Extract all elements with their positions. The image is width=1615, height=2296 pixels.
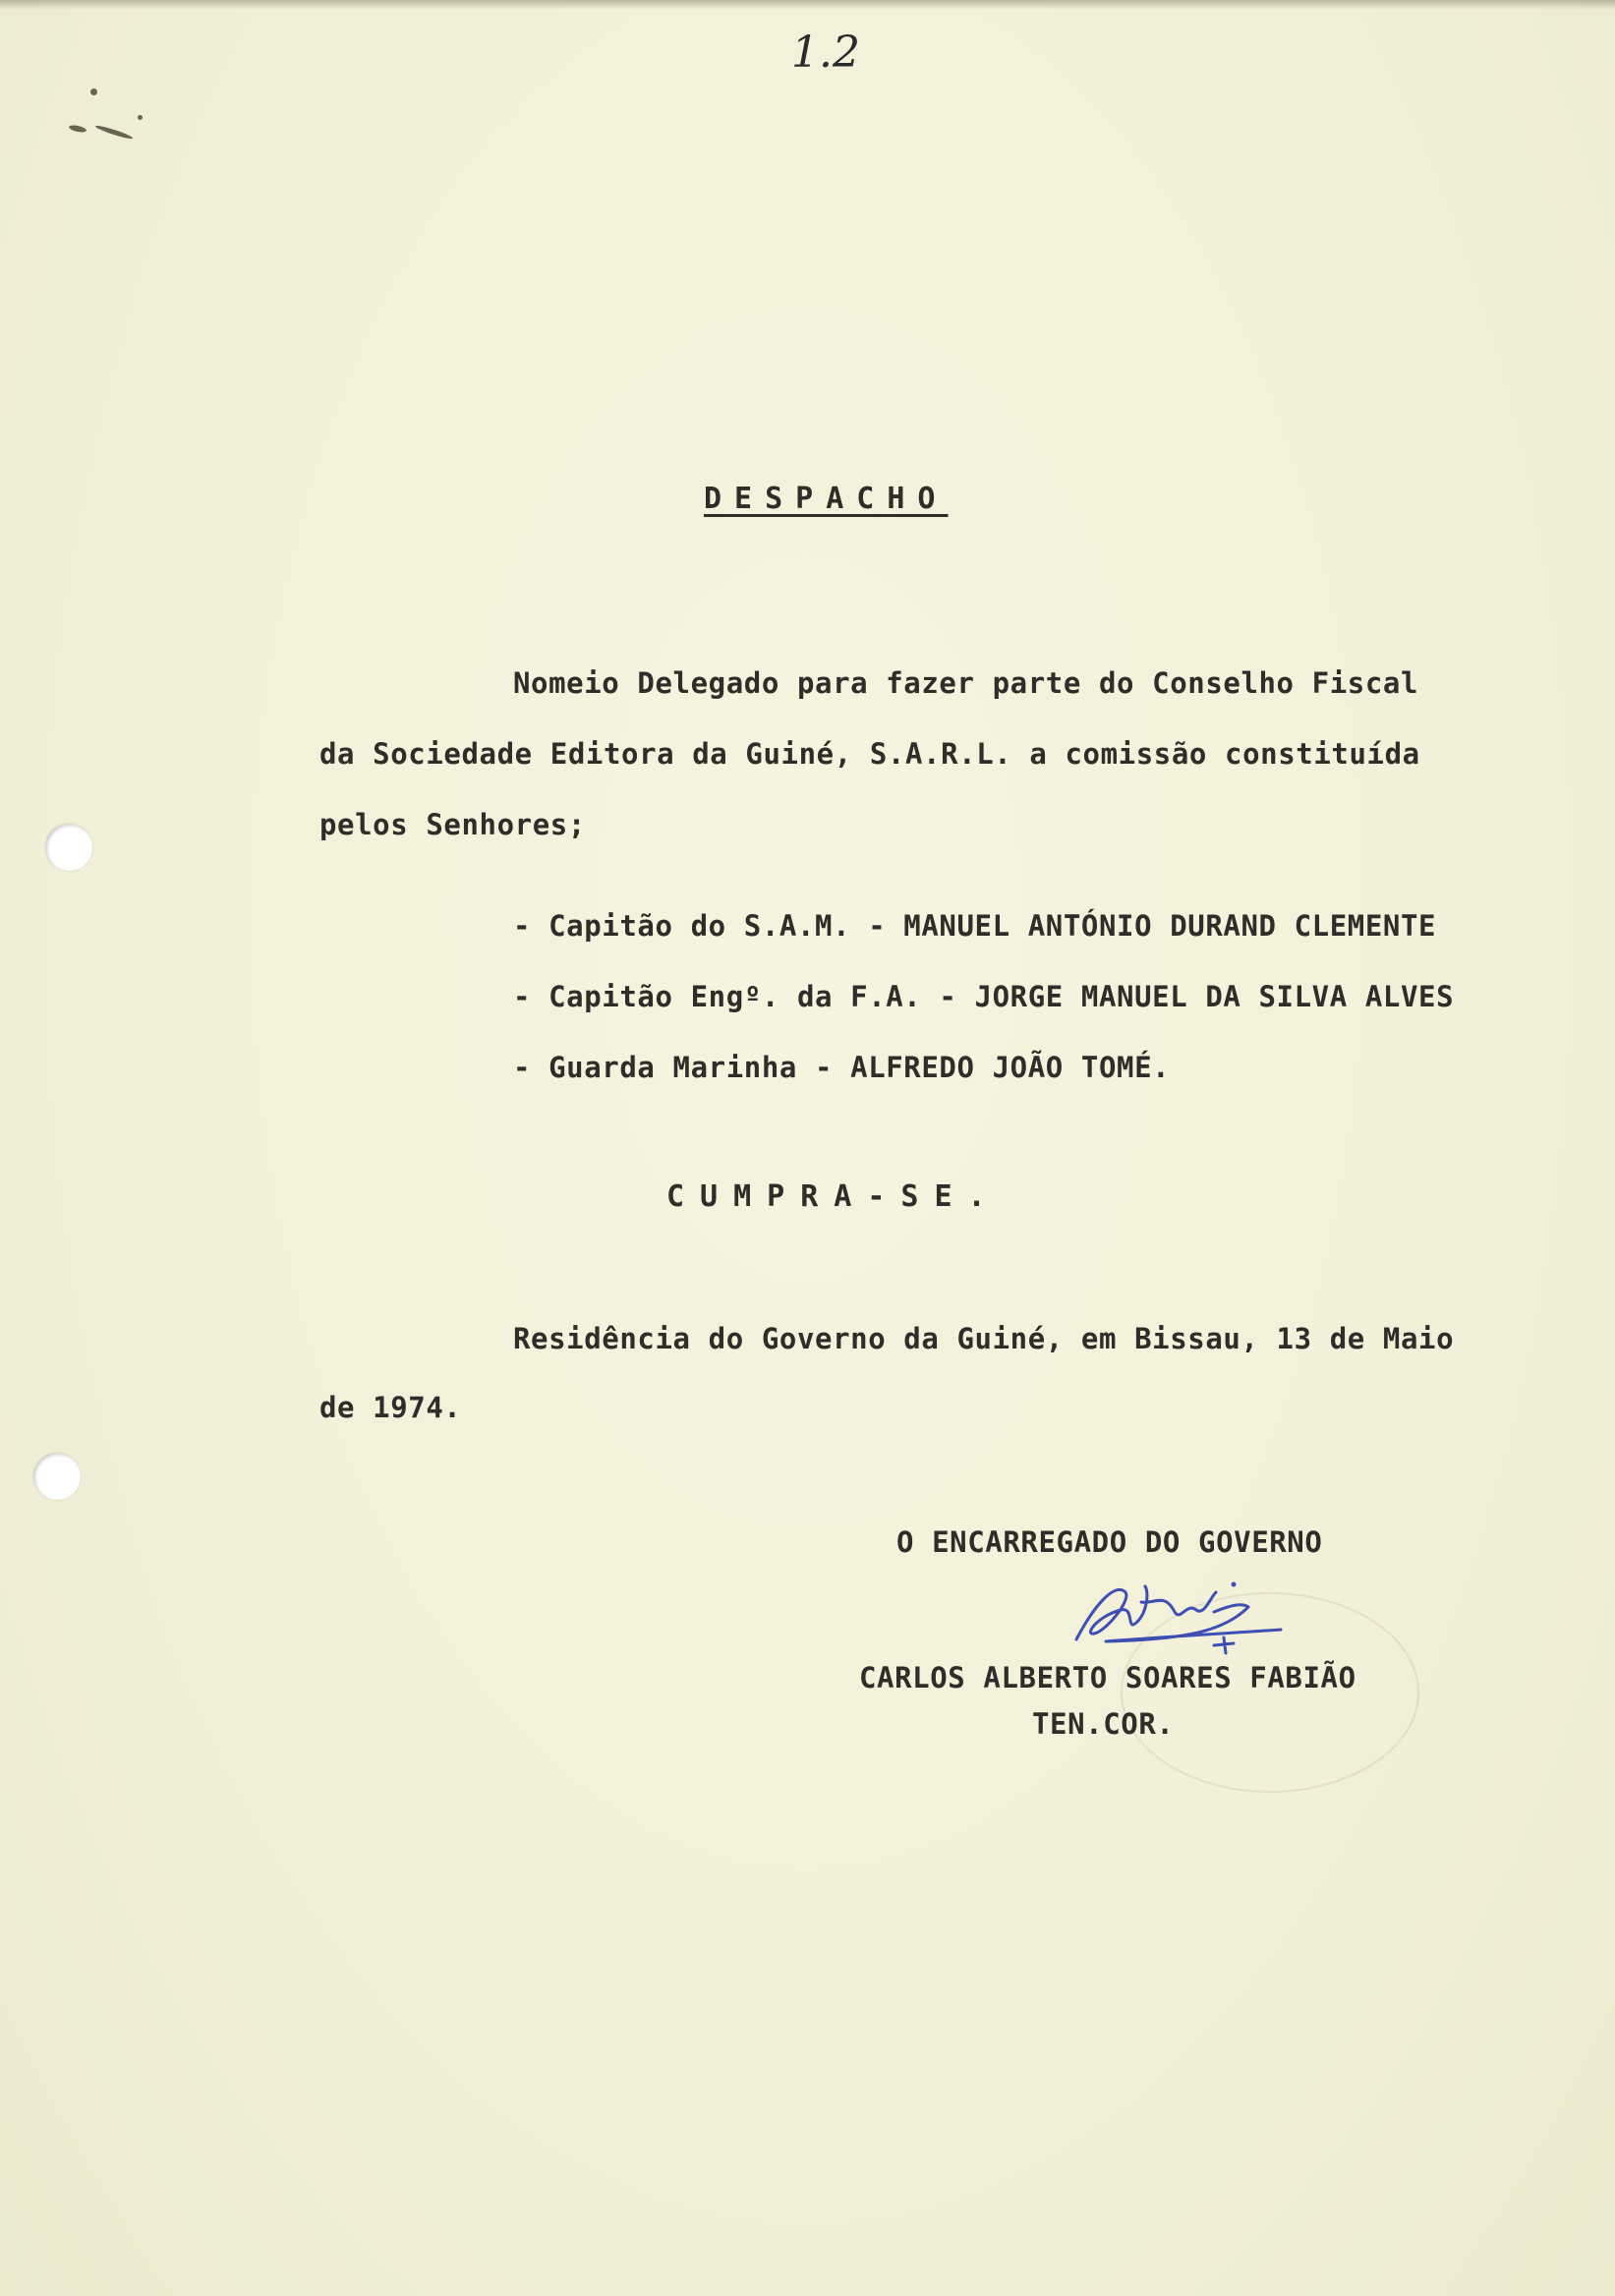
member-item: - Capitão do S.A.M. - MANUEL ANTÓNIO DURAND CLEMENTE — [513, 909, 1437, 943]
ink-stain — [94, 124, 134, 141]
document-title: DESPACHO — [704, 482, 949, 516]
signatory-rank: TEN.COR. — [1032, 1707, 1175, 1741]
punch-hole-top — [45, 824, 92, 871]
member-item: - Capitão Engº. da F.A. - JORGE MANUEL DA SILVA ALVES — [513, 980, 1455, 1013]
ink-stain — [90, 88, 97, 95]
body-line-2: da Sociedade Editora da Guiné, S.A.R.L. a comissão constituída — [319, 737, 1420, 771]
ink-stain — [69, 124, 87, 134]
signatory-office: O ENCARREGADO DO GOVERNO — [896, 1525, 1323, 1559]
order-text: CUMPRA-SE. — [666, 1179, 1002, 1214]
page-number: 1.2 — [791, 28, 860, 78]
body-line-1: Nomeio Delegado para fazer parte do Conselho Fiscal — [513, 666, 1419, 700]
closing-line-2: de 1974. — [319, 1391, 462, 1424]
paper-top-edge — [0, 0, 1615, 10]
punch-hole-bottom — [33, 1453, 81, 1500]
signatory-name: CARLOS ALBERTO SOARES FABIÃO — [859, 1661, 1356, 1694]
body-line-3: pelos Senhores; — [319, 808, 586, 841]
member-item: - Guarda Marinha - ALFREDO JOÃO TOMÉ. — [513, 1051, 1171, 1084]
handwritten-signature — [1067, 1563, 1293, 1661]
closing-line-1: Residência do Governo da Guiné, em Bissau, 13 de Maio — [513, 1322, 1455, 1355]
ink-stain — [138, 115, 143, 120]
